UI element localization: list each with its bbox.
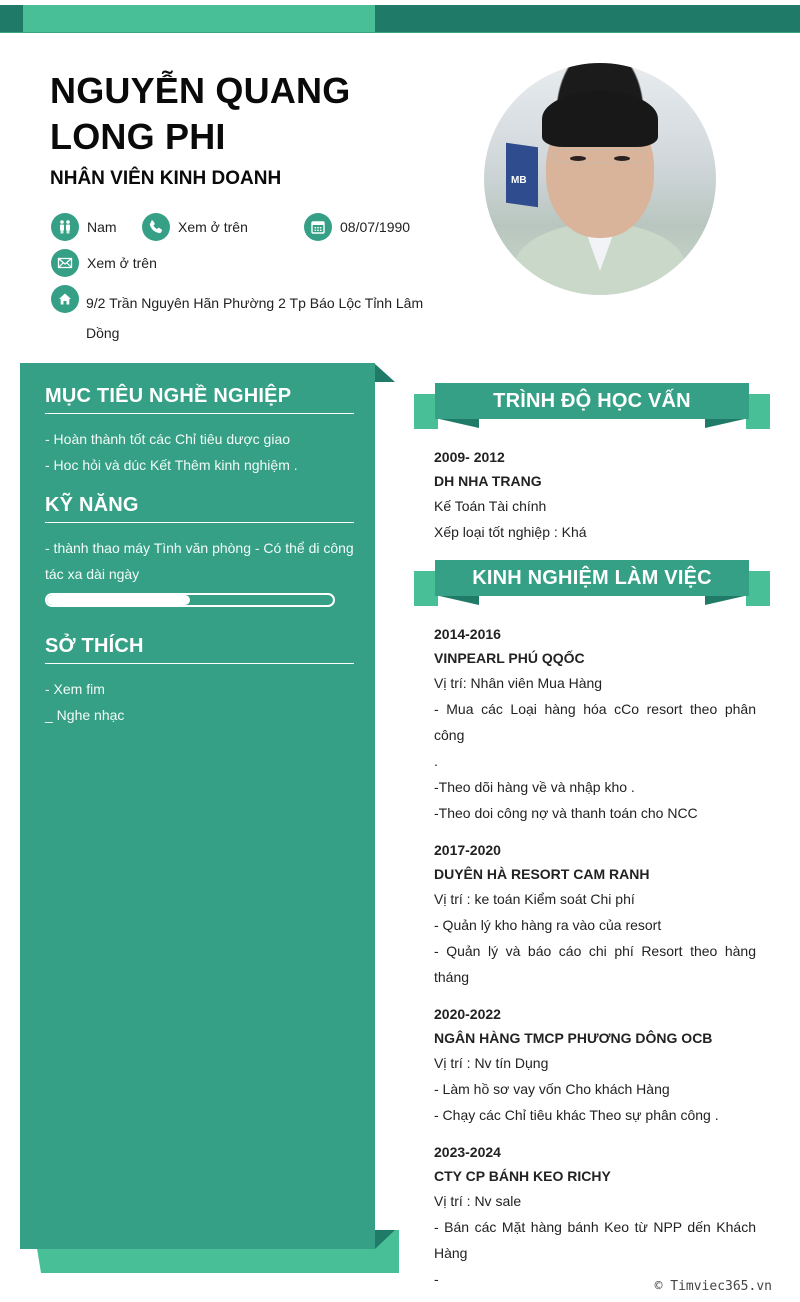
hobby-line: - Xem fim (45, 681, 105, 697)
experience-line: - Chạy các Chỉ tiêu khác Theo sự phân công . (434, 1107, 719, 1123)
experience-line: Vị trí: Nhân viên Mua Hàng (434, 675, 603, 691)
avatar-eye-left (570, 156, 586, 161)
experience-line: -Theo dõi hàng về và nhập kho . (434, 779, 635, 795)
experience-company: DUYÊN HÀ RESORT CAM RANH (434, 866, 650, 882)
top-color-bar (0, 5, 800, 33)
job-title: NHÂN VIÊN KINH DOANH (50, 168, 282, 189)
experience-line: -Theo doi công nợ và thanh toán cho NCC (434, 805, 698, 821)
gender-value: Nam (87, 219, 117, 235)
calendar-icon (304, 213, 332, 241)
objective-line: - Hoc hỏi và dúc Kết Thêm kinh nghiệm . (45, 457, 298, 473)
email-value: Xem ở trên (87, 255, 157, 271)
phone-value: Xem ở trên (178, 219, 248, 235)
skill-level-bar (45, 593, 335, 607)
avatar-glasses (554, 149, 646, 163)
experience-line: Vị trí : Nv tín Dụng (434, 1055, 549, 1071)
objective-line: - Hoàn thành tốt các Chỉ tiêu dược giao (45, 431, 291, 447)
experience-entry (434, 1140, 756, 1292)
education-title: TRÌNH ĐỘ HỌC VẤN (435, 383, 749, 419)
experience-list (434, 622, 756, 1302)
phone-icon (142, 213, 170, 241)
education-entry (434, 445, 756, 545)
experience-line: - Bán các Mặt hàng bánh Keo từ NPP dến Khách Hàng (434, 1219, 756, 1261)
experience-entry (434, 622, 756, 826)
ribbon-fold-left (435, 595, 479, 605)
experience-years: 2020-2022 (434, 1006, 501, 1022)
contact-address-icon-row (51, 285, 87, 313)
hobbies-section (45, 633, 354, 728)
education-school: DH NHA TRANG (434, 473, 542, 489)
experience-company: NGÂN HÀNG TMCP PHƯƠNG DÔNG OCB (434, 1030, 713, 1046)
ribbon-fold-right (705, 418, 749, 428)
experience-company: CTY CP BÁNH KEO RICHY (434, 1168, 611, 1184)
education-list (434, 445, 756, 557)
experience-line: Vị trí : ke toán Kiểm soát Chi phí (434, 891, 635, 907)
avatar-eye-right (614, 156, 630, 161)
contact-birthday (304, 213, 410, 241)
experience-line: - Mua các Loại hàng hóa cCo resort theo phân công (434, 701, 756, 743)
gender-icon (51, 213, 79, 241)
skills-section (45, 492, 354, 607)
skills-title: KỸ NĂNG (45, 492, 354, 523)
education-line: Xếp loại tốt nghiệp : Khá (434, 524, 587, 540)
skill-level-fill (47, 595, 190, 605)
avatar (484, 63, 716, 295)
experience-years: 2017-2020 (434, 842, 501, 858)
objective-title: MỤC TIÊU NGHỀ NGHIỆP (45, 383, 354, 414)
top-color-bar-accent (23, 5, 375, 33)
ribbon-fold-left (435, 418, 479, 428)
birthday-value: 08/07/1990 (340, 219, 411, 235)
education-years: 2009- 2012 (434, 449, 505, 465)
experience-years: 2014-2016 (434, 626, 501, 642)
sidebar-top-fold (375, 364, 395, 382)
sidebar (20, 363, 375, 1249)
experience-entry (434, 1002, 756, 1128)
experience-company: VINPEARL PHÚ QQỐC (434, 650, 585, 666)
objective-section (45, 383, 354, 478)
experience-line: . (434, 753, 438, 769)
experience-years: 2023-2024 (434, 1144, 501, 1160)
experience-entry (434, 838, 756, 990)
education-ribbon (414, 383, 770, 429)
ribbon-fold-right (705, 595, 749, 605)
experience-line: - Quản lý kho hàng ra vào của resort (434, 917, 662, 933)
candidate-name: NGUYỄN QUANG LONG PHI (50, 70, 351, 157)
ribbon-tail-right (746, 394, 770, 429)
experience-line: - Quản lý và báo cáo chi phí Resort theo hàng tháng (434, 943, 756, 985)
footer-copyright[interactable]: © Timviec365.vn (654, 1279, 772, 1294)
experience-line: Vị trí : Nv sale (434, 1193, 522, 1209)
hobby-line: _ Nghe nhạc (45, 707, 125, 723)
top-color-bar-line (0, 32, 800, 33)
experience-line: - (434, 1271, 439, 1287)
experience-title: KINH NGHIỆM LÀM VIỆC (435, 560, 749, 596)
contact-gender (51, 213, 117, 241)
hobbies-title: SỞ THÍCH (45, 633, 354, 664)
contact-phone (142, 213, 248, 241)
contact-email (51, 249, 157, 277)
experience-line: - Làm hồ sơ vay vốn Cho khách Hàng (434, 1081, 670, 1097)
education-line: Kế Toán Tài chính (434, 498, 547, 514)
skills-line: - thành thao máy Tình văn phòng - Có thể di công tác xa dài ngày (45, 540, 354, 582)
avatar-sign-text: MB (511, 175, 527, 186)
avatar-hair (542, 91, 658, 147)
ribbon-tail-right (746, 571, 770, 606)
mail-icon (51, 249, 79, 277)
address-value: 9/2 Trần Nguyên Hãn Phường 2 Tp Báo Lộc Tỉnh Lâm Dồng (86, 295, 424, 341)
home-icon (51, 285, 79, 313)
experience-ribbon (414, 560, 770, 606)
